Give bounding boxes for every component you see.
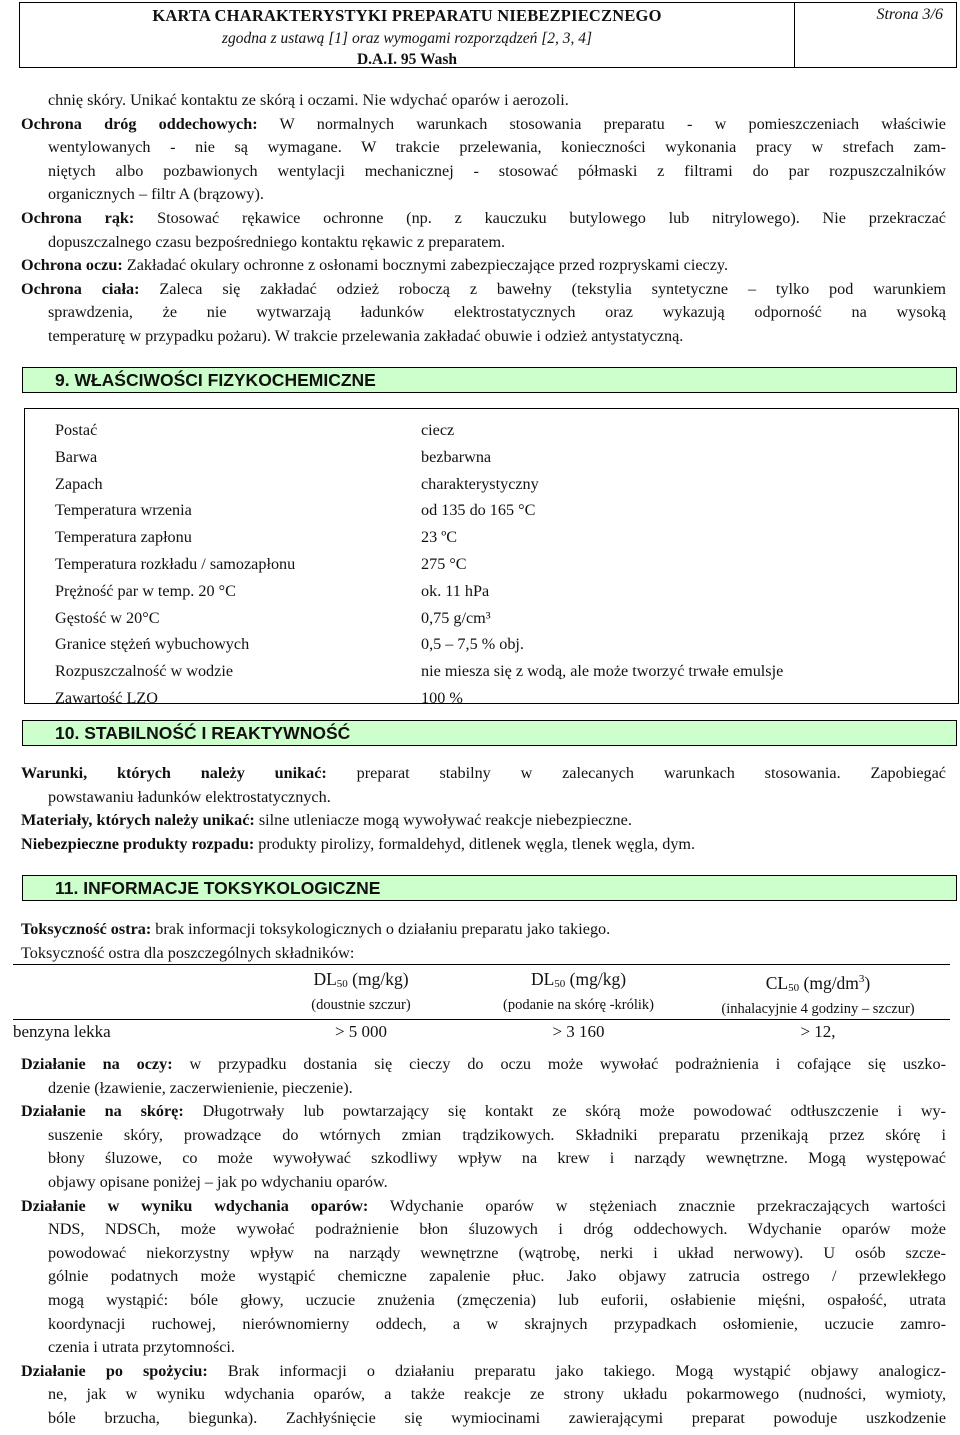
- text-line: dzenie (łzawienie, zaczerwienienie, pieczenie).: [48, 1078, 353, 1097]
- property-value: nie miesza się z wodą, ale może tworzyć trwałe emulsje: [421, 662, 784, 681]
- text-line: chnię skóry. Unikać kontaktu ze skórą i oczami. Nie wdychać oparów i aerozoli.: [48, 91, 569, 109]
- acute-toxicity: [21, 918, 946, 942]
- subscript: 50: [554, 978, 566, 990]
- label: Materiały, których należy unikać:: [21, 811, 255, 830]
- effect-inhalation: [21, 1195, 946, 1219]
- effects-block: [21, 1053, 946, 1431]
- col-unit: (mg/kg): [565, 969, 627, 989]
- col-unit-close: ): [864, 973, 871, 993]
- col-note: (inhalacyjnie 4 godziny – szczur): [721, 1001, 915, 1017]
- text-line: suszenie skóry, prowadzące do wtórnych zmian trądzikowych. Składniki preparatu przenikają przez skórę i: [48, 1125, 946, 1144]
- property-name: Temperatura zapłonu: [55, 528, 192, 547]
- property-value: 23 ºC: [421, 528, 458, 547]
- text-line: dopuszczalnego czasu bezpośredniego kontaktu rękawic z preparatem.: [48, 232, 506, 251]
- property-value: charakterystyczny: [421, 474, 539, 493]
- label: Ochrona dróg oddechowych:: [21, 114, 258, 133]
- toxicity-header-row: [13, 965, 950, 1020]
- text-line: niętych albo pozbawionych wentylacji mechanicznej - stosować półmaski z filtrami do par rozpuszczalników: [48, 161, 946, 180]
- property-name: Gęstość w 20°C: [55, 608, 160, 627]
- properties-table: [24, 408, 959, 707]
- label: Działanie po spożyciu:: [21, 1361, 208, 1380]
- text-line: błony śluzowe, co może wywoływać szkodliwy wpływ na krew i narządy wewnętrzne. Mogą występować: [48, 1149, 946, 1168]
- component-name: benzyna lekka: [13, 1022, 111, 1041]
- text-line: wentylowanych - nie są wymagane. W trakcie przelewania, konieczności wykonania pracy w strefach zam-: [48, 138, 946, 157]
- header-title: KARTA CHARAKTERYSTYKI PREPARATU NIEBEZPIECZNEGO: [152, 6, 662, 25]
- text-line: powstawaniu ładunków elektrostatycznych.: [48, 787, 331, 806]
- label: Toksyczność ostra:: [21, 920, 152, 938]
- col-dl50-dermal: [471, 965, 686, 1020]
- section-9-heading: 9. WŁAŚCIWOŚCI FIZYKOCHEMICZNE: [22, 367, 957, 393]
- text-line: NDS, NDSCh, może wywołać podrażnienie błon śluzowych i dróg oddechowych. Wdychanie oparów może: [48, 1220, 946, 1239]
- toxicity-table: [13, 964, 950, 1044]
- page-number: Strona 3/6: [876, 6, 943, 23]
- section-11-heading: 11. INFORMACJE TOKSYKOLOGICZNE: [22, 875, 957, 901]
- col-cl50-inhalation: [686, 965, 950, 1020]
- header-product: D.A.I. 95 Wash: [356, 51, 458, 68]
- property-value: 275 °C: [421, 555, 467, 573]
- body-protection: [21, 278, 946, 302]
- effect-ingestion: [21, 1360, 946, 1384]
- text-line: temperaturę w przypadku pożaru). W trakcie przelewania zakładać obuwie i odzież antystatyczną.: [48, 326, 684, 345]
- label: Niebezpieczne produkty rozpadu:: [21, 834, 255, 853]
- property-value: 100 %: [421, 689, 463, 707]
- property-row: [55, 444, 945, 470]
- property-name: Prężność par w temp. 20 °C: [55, 581, 236, 600]
- label: Działanie na skórę:: [21, 1102, 184, 1121]
- property-value: od 135 do 165 °C: [421, 501, 536, 520]
- property-name: Temperatura rozkładu / samozapłonu: [55, 555, 296, 573]
- materials-to-avoid: [21, 809, 946, 833]
- effect-skin: [21, 1100, 946, 1124]
- section-10-heading: 10. STABILNOŚĆ I REAKTYWNOŚĆ: [22, 720, 957, 746]
- text-line: koordynacji ruchowej, nierównomierny oddech, a w skrajnych przypadkach osłomienie, uczucie zamro-: [48, 1314, 946, 1333]
- header-title-block: [20, 3, 795, 67]
- property-value: ciecz: [421, 421, 455, 439]
- acute-toxicity-block: [21, 918, 946, 965]
- label: Ochrona ciała:: [21, 279, 140, 298]
- property-name: Postać: [55, 421, 98, 439]
- decomposition-products: [21, 833, 946, 857]
- value-cell: > 12,: [800, 1022, 836, 1041]
- text: Stosować rękawice ochronne (np. z kauczuku butylowego lub nitrylowego). Nie przekraczać: [134, 208, 946, 227]
- property-row: [55, 524, 945, 550]
- header-page-cell: [795, 3, 955, 67]
- components-toxicity-intro: Toksyczność ostra dla poszczególnych składników:: [21, 943, 355, 962]
- label: Działanie na oczy:: [21, 1055, 173, 1073]
- text-line: ne, jak w wyniku wdychania oparów, a także reakcje ze strony układu pokarmowego (nudności, wymioty,: [48, 1385, 946, 1404]
- text-line: bóle brzucha, biegunka). Zachłyśnięcie się wymiocinami zawierającymi preparat powoduje uszkodzenie: [48, 1408, 946, 1427]
- property-name: Zawartość LZO: [55, 689, 158, 707]
- empty-cell: [13, 965, 251, 1020]
- col-heading: CL: [765, 973, 789, 993]
- eye-protection: [21, 254, 946, 278]
- text: preparat stabilny w zalecanych warunkach stosowania. Zapobiegać: [326, 764, 946, 782]
- property-row: [55, 497, 945, 523]
- col-dl50-oral: [251, 965, 471, 1020]
- subscript: 50: [788, 982, 800, 994]
- property-value: 0,5 – 7,5 % obj.: [421, 635, 524, 654]
- label: Ochrona oczu:: [21, 256, 123, 275]
- text: brak informacji toksykologicznych o działaniu preparatu jako takiego.: [151, 920, 611, 938]
- property-row: [55, 605, 945, 631]
- document-header: [19, 2, 957, 68]
- text-line: mogą wystąpić: bóle głowy, uczucie znużenia (zmęczenia) lub euforii, osłabienie mięśni, ospałość, utrata: [48, 1290, 946, 1309]
- col-note: (doustnie szczur): [311, 997, 411, 1013]
- label: Działanie w wyniku wdychania oparów:: [21, 1196, 369, 1215]
- text-line: powodować niekorzystny wpływ na narządy wewnętrzne (wątrobę, nerki i układ nerwowy). U osób szcze-: [48, 1243, 946, 1262]
- hand-protection: [21, 207, 946, 231]
- respiratory-protection: [21, 113, 946, 137]
- property-row: [55, 551, 945, 577]
- property-name: Temperatura wrzenia: [55, 501, 192, 520]
- text-line: objawy opisane poniżej – jak po wdychaniu oparów.: [48, 1172, 388, 1191]
- text: Długotrwały lub powtarzający się kontakt ze skórą może powodować odtłuszczenie i wy-: [183, 1102, 947, 1121]
- label: Ochrona rąk:: [21, 208, 135, 227]
- property-name: Zapach: [55, 474, 103, 493]
- col-heading: DL: [530, 969, 555, 989]
- property-name: Barwa: [55, 447, 98, 466]
- subscript: 50: [336, 978, 348, 990]
- text: silne utleniacze mogą wywoływać reakcje niebezpieczne.: [254, 811, 632, 830]
- property-value: ok. 11 hPa: [421, 581, 490, 600]
- label: Warunki, których należy unikać:: [21, 764, 327, 782]
- text: w przypadku dostania się cieczy do oczu może wywołać podrażnienia i cofające się uszko-: [172, 1055, 946, 1073]
- property-name: Rozpuszczalność w wodzie: [55, 662, 233, 681]
- property-row: [55, 685, 945, 711]
- text-line: czenia i utrata przytomności.: [48, 1338, 235, 1357]
- text: produkty pirolizy, formaldehyd, ditlenek węgla, tlenek węgla, dym.: [254, 834, 696, 853]
- protection-block: [21, 89, 946, 349]
- property-value: bezbarwna: [421, 447, 492, 466]
- table-row: [13, 1020, 950, 1045]
- col-unit: (mg/kg): [347, 969, 409, 989]
- col-heading: DL: [313, 969, 337, 989]
- property-row: [55, 417, 945, 443]
- value-cell: > 3 160: [552, 1022, 605, 1041]
- text-line: gólnie podatnych może wystąpić chemiczne zapalenie płuc. Jako objawy zatrucia ostrego / przewlekłego: [48, 1267, 946, 1286]
- text: W normalnych warunkach stosowania preparatu - w pomieszczeniach właściwie: [257, 114, 946, 133]
- property-name: Granice stężeń wybuchowych: [55, 635, 250, 654]
- property-value: 0,75 g/cm³: [421, 608, 491, 627]
- property-row: [55, 631, 945, 657]
- effect-eyes: [21, 1053, 946, 1077]
- property-row: [55, 658, 945, 684]
- stability-block: [21, 762, 946, 856]
- text: Zakładać okulary ochronne z osłonami bocznymi zabezpieczające przed rozpryskami cieczy.: [122, 256, 728, 275]
- text: Zaleca się zakładać odzież roboczą z bawełny (tekstylia syntetyczne – tylko pod warunkiem: [139, 279, 946, 298]
- value-cell: > 5 000: [334, 1022, 388, 1041]
- property-row: [55, 578, 945, 604]
- property-row: [55, 471, 945, 497]
- conditions-to-avoid: [21, 762, 946, 786]
- text-line: sprawdzenia, że nie wytwarzają ładunków elektrostatycznych oraz wykazują odporność na wysoką: [48, 303, 946, 322]
- text: Wdychanie oparów w stężeniach znacznie przekraczających wartości: [368, 1196, 946, 1215]
- header-subtitle: zgodna z ustawą [1] oraz wymogami rozporządzeń [2, 3, 4]: [221, 30, 593, 47]
- text-line: organicznych – filtr A (brązowy).: [48, 185, 264, 204]
- text: Brak informacji o działaniu preparatu jako takiego. Mogą wystąpić objawy analogicz-: [207, 1361, 946, 1380]
- superscript: 3: [858, 973, 865, 985]
- col-unit: (mg/dm: [799, 973, 859, 993]
- col-note: (podanie na skórę -królik): [503, 997, 654, 1013]
